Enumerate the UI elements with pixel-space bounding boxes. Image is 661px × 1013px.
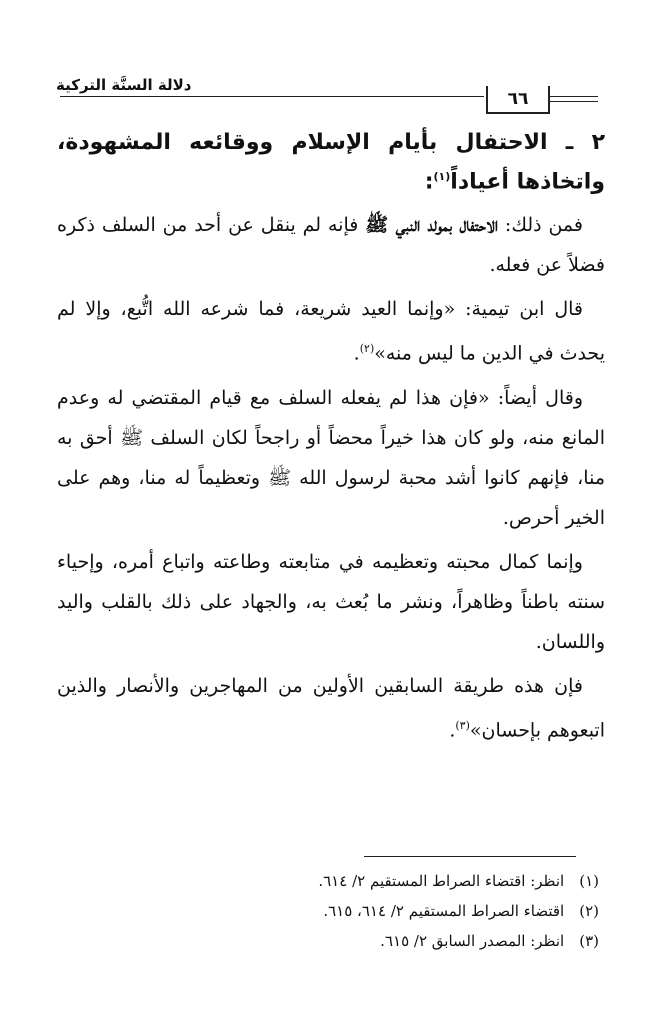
footnote-number: (١) — [579, 872, 599, 890]
page-body — [57, 118, 605, 754]
header-rule-ornament — [550, 96, 598, 97]
footnote-separator — [364, 856, 576, 857]
section-heading — [57, 126, 605, 199]
footnote — [99, 866, 599, 896]
paragraph-text: وقال أيضاً: «فإن هذا لم يفعله السلف مع قيام المقتضي له وعدم المانع منه، ولو كان هذا خيراً محضاً أو راجحاً لكان السلف ﷺ أحق به منا، فإنهم كانوا أشد محبة لرسول الله ﷺ وتعظيماً له منا، وهم على الخير أحرص. — [57, 386, 605, 529]
paragraph-text: فإن هذه طريقة السابقين الأولين من المهاجرين والأنصار والذين اتبعوهم بإحسان» — [57, 674, 605, 741]
section-heading-text: ٢ ـ الاحتفال بأيام الإسلام ووقائعه المشهودة، واتخاذها أعياداً — [57, 130, 605, 195]
footnotes — [99, 866, 599, 956]
paragraph — [57, 666, 605, 750]
paragraph-text: وإنما كمال محبته وتعظيمه في متابعته وطاعته واتباع أمره، وإحياء سنته باطناً وظاهراً، ونشر ما بُعث به، والجهاد على ذلك بالقلب واليد واللسان. — [57, 550, 605, 653]
page-number: ٦٦ — [486, 86, 550, 114]
footnote — [99, 926, 599, 956]
paragraph-text: فإنه لم ينقل عن أحد من السلف ذكره فضلاً عن فعله. — [57, 214, 605, 277]
footnote-text: انظر: اقتضاء الصراط المستقيم ٢/ ٦١٤. — [318, 872, 565, 890]
footnote-text: اقتضاء الصراط المستقيم ٢/ ٦١٤، ٦١٥. — [323, 902, 565, 920]
paragraph-text: فمن ذلك: — [498, 214, 583, 237]
footnote-ref: (٣) — [455, 718, 470, 732]
footnote-ref: (٢) — [359, 342, 375, 356]
footnote-number: (٣) — [579, 932, 599, 950]
paragraph — [57, 542, 605, 662]
footnote-number: (٢) — [579, 902, 599, 920]
running-title: دلالة السنَّة التركية — [56, 76, 192, 94]
footnote — [99, 896, 599, 926]
paragraph-bold-text: الاحتفال بمولد النبي ﷺ — [365, 214, 499, 237]
paragraph — [57, 289, 605, 373]
paragraph-text: . — [353, 342, 360, 365]
section-heading-tail: : — [424, 169, 434, 195]
footnote-text: انظر: المصدر السابق ٢/ ٦١٥. — [380, 932, 565, 950]
footnote-ref: (١) — [433, 170, 451, 183]
paragraph — [57, 378, 605, 538]
header-rule-ornament-2 — [550, 101, 598, 102]
header-rule — [60, 96, 484, 97]
paragraph-text: . — [449, 718, 456, 741]
paragraph — [57, 205, 605, 285]
paragraph-text: قال ابن تيمية: «وإنما العيد شريعة، فما شرعه الله اتُّبع، وإلا لم يحدث في الدين ما ليس منه» — [57, 298, 605, 365]
